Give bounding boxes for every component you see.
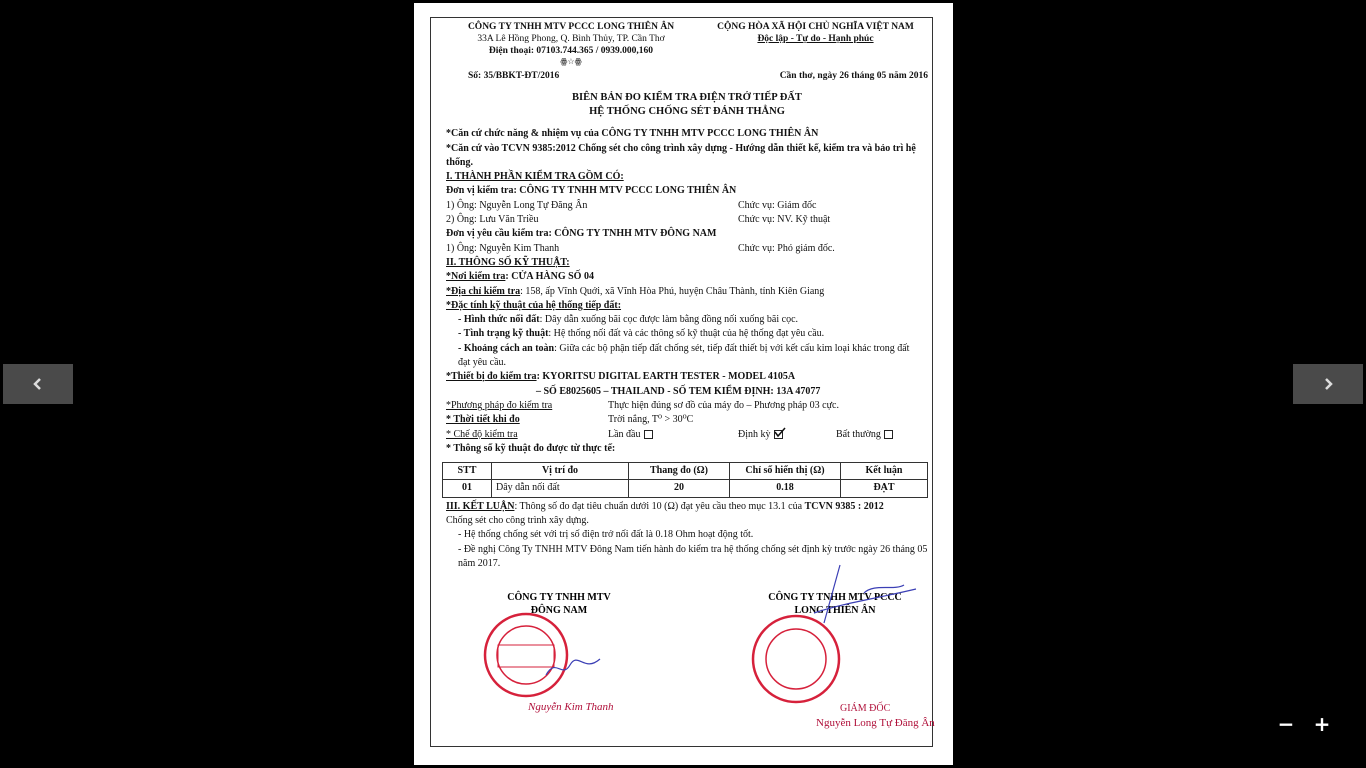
checkbox-checked-icon <box>774 430 783 439</box>
doc-title <box>446 91 928 119</box>
checkbox-empty-icon <box>644 430 653 439</box>
place-label: *Nơi kiểm tra <box>446 271 506 283</box>
document-page <box>414 3 953 765</box>
method-label: *Phương pháp đo kiểm tra <box>446 399 553 411</box>
table-cell: Dây dẫn nối đất <box>492 480 629 497</box>
section-2-heading: II. THÔNG SỐ KỸ THUẬT: <box>446 256 570 268</box>
measured-label: * Thông số kỹ thuật đo được từ thực tế: <box>446 442 616 454</box>
chevron-right-icon <box>1320 376 1336 392</box>
title-line-2: HỆ THỐNG CHỐNG SÉT ĐÁNH THẲNG <box>589 106 785 118</box>
checkbox-empty-icon <box>884 430 893 439</box>
tech-2-label: - Tình trạng kỹ thuật <box>458 328 549 340</box>
company-name: CÔNG TY TNHH MTV PCCC LONG THIÊN ÂN <box>467 22 675 32</box>
conclusion-text-2: Chống sét cho công trình xây dựng. <box>446 515 589 527</box>
doc-date: Cần thơ, ngày 26 tháng 05 năm 2016 <box>779 71 928 81</box>
sig-left-name: Nguyễn Kim Thanh <box>528 701 614 713</box>
weather-label: * Thời tiết khi đo <box>446 414 520 426</box>
mode-option-periodic-label: Định kỳ <box>738 428 771 440</box>
mode-label: * Chế độ kiểm tra <box>446 428 518 440</box>
document-header <box>446 21 928 67</box>
company-phone: Điện thoại: 07103.744.365 / 0939.000,160 <box>488 46 654 56</box>
table-header: Kết luận <box>841 463 928 480</box>
person-2-name: 2) Ông: Lưu Văn Triều <box>446 214 539 226</box>
person-3-name: 1) Ông: Nguyễn Kim Thanh <box>446 242 560 254</box>
table-cell: 01 <box>443 480 492 497</box>
address-label: *Địa chỉ kiểm tra <box>446 285 521 297</box>
tech-3-label: - Khoảng cách an toàn <box>458 342 555 354</box>
mode-option-periodic <box>738 428 836 442</box>
zoom-in-button[interactable]: + <box>1313 712 1331 736</box>
table-header: Vị trí đo <box>492 463 629 480</box>
person-1-name: 1) Ông: Nguyễn Long Tự Đăng Ân <box>446 199 588 211</box>
tech-1-value: : Dây dẫn xuống bãi cọc được làm bằng đồng nối xuống bãi cọc. <box>539 314 799 326</box>
basis-2: *Căn cứ vào TCVN 9385:2012 Chống sét cho công trình xây dựng - Hướng dẫn thiết kế, kiểm tra và bảo trì hệ thống. <box>446 142 916 168</box>
tech-2-value: : Hệ thống nối đất và các thông số kỹ thuật của hệ thống đạt yêu cầu. <box>548 328 825 340</box>
table-cell: ĐẠT <box>841 480 928 497</box>
device-label: *Thiết bị đo kiểm tra <box>446 371 537 383</box>
mode-option-first-label: Lần đầu <box>608 428 641 440</box>
place-value: : CỬA HÀNG SỐ 04 <box>505 271 594 283</box>
company-address: 33A Lê Hồng Phong, Q. Bình Thủy, TP. Cần Thơ <box>477 34 665 44</box>
measurement-table <box>442 462 928 498</box>
requester-unit: Đơn vị yêu cầu kiểm tra: CÔNG TY TNHH MTV ĐÔNG NAM <box>446 228 717 240</box>
address-value: : 158, ấp Vĩnh Quới, xã Vĩnh Hòa Phú, huyện Châu Thành, tỉnh Kiên Giang <box>520 285 825 297</box>
table-header-row <box>443 463 928 480</box>
section-3-heading: III. KẾT LUẬN <box>446 500 515 512</box>
sig-left-line-2: ĐÔNG NAM <box>530 605 588 616</box>
document-content <box>446 21 928 571</box>
person-row <box>446 242 928 256</box>
sig-right-line-2: LONG THIÊN ÂN <box>794 605 876 616</box>
sig-right-title: GIÁM ĐỐC <box>840 703 891 714</box>
sig-right-name: Nguyễn Long Tự Đăng Ân <box>816 717 935 729</box>
handwritten-signature-left-icon <box>544 653 604 683</box>
motto: Độc lập - Tự do - Hạnh phúc <box>757 34 874 44</box>
table-cell: 0.18 <box>730 480 841 497</box>
tech-3-value: : Giữa các bộ phận tiếp đất chống sét, tiếp đất thiết bị với kết cấu kim loại khác trong đất đạt yêu cầu. <box>458 342 910 369</box>
table-header: Thang đo (Ω) <box>629 463 730 480</box>
sig-left-line-1: CÔNG TY TNHH MTV <box>507 592 611 603</box>
conclusion-standard: TCVN 9385 : 2012 <box>804 500 884 512</box>
table-header: STT <box>443 463 492 480</box>
mode-option-unusual-label: Bất thường <box>836 428 881 440</box>
title-line-1: BIÊN BẢN ĐO KIỂM TRA ĐIỆN TRỞ TIẾP ĐẤT <box>572 92 802 104</box>
table-header: Chỉ số hiển thị (Ω) <box>730 463 841 480</box>
conclusion-bullet-2: - Đề nghị Công Ty TNHH MTV Đông Nam tiến hành đo kiểm tra hệ thống chống sét định kỳ trước ngày 26 tháng 05 năm 2017. <box>458 543 928 569</box>
person-2-role: Chức vụ: NV. Kỹ thuật <box>738 214 831 226</box>
chevron-left-icon <box>30 376 46 392</box>
table-cell: 20 <box>629 480 730 497</box>
basis-1: *Căn cứ chức năng & nhiệm vụ của CÔNG TY TNHH MTV PCCC LONG THIÊN ÂN <box>446 128 819 140</box>
device-value-2: – SỐ E8025605 – THAILAND - SỐ TEM KIỂM ĐỊNH: 13A 47077 <box>536 385 821 397</box>
company-ornament: ꙮ☆ꙮ <box>560 57 582 66</box>
person-1-role: Chức vụ: Giám đốc <box>738 199 817 211</box>
device-value: : KYORITSU DIGITAL EARTH TESTER - MODEL 4105A <box>536 371 796 383</box>
weather-value: Trời nắng, T⁰ > 30⁰C <box>608 414 694 426</box>
table-row <box>443 480 928 497</box>
section-1-heading: I. THÀNH PHẦN KIỂM TRA GỒM CÓ: <box>446 171 624 183</box>
next-page-button[interactable] <box>1293 364 1363 404</box>
method-value: Thực hiện đúng sơ đồ của máy đo – Phương pháp 03 cực. <box>608 399 839 411</box>
nation-title: CỘNG HÒA XÃ HỘI CHỦ NGHĨA VIỆT NAM <box>717 22 914 32</box>
sig-right-line-1: CÔNG TY TNHH MTV PCCC <box>768 592 902 603</box>
person-row <box>446 213 928 227</box>
conclusion-bullet-1: - Hệ thống chống sét với trị số điện trở nối đất là 0.18 Ohm hoạt động tốt. <box>458 529 754 541</box>
handwritten-signature-right-icon <box>804 563 924 633</box>
doc-number: Số: 35/BBKT-ĐT/2016 <box>468 71 560 81</box>
zoom-out-button[interactable]: − <box>1277 712 1295 736</box>
tech-1-label: - Hình thức nối đất <box>458 314 540 326</box>
person-3-role: Chức vụ: Phó giám đốc. <box>738 242 835 254</box>
previous-page-button[interactable] <box>3 364 73 404</box>
inspector-unit: Đơn vị kiểm tra: CÔNG TY TNHH MTV PCCC LONG THIÊN ÂN <box>446 185 737 197</box>
person-row <box>446 199 928 213</box>
conclusion-text: : Thông số đo đạt tiêu chuẩn dưới 10 (Ω) đạt yêu cầu theo mục 13.1 của <box>514 500 803 512</box>
tech-label: *Đặc tính kỹ thuật của hệ thống tiếp đất: <box>446 299 622 311</box>
mode-option-first <box>608 428 738 442</box>
mode-option-unusual <box>836 428 893 442</box>
